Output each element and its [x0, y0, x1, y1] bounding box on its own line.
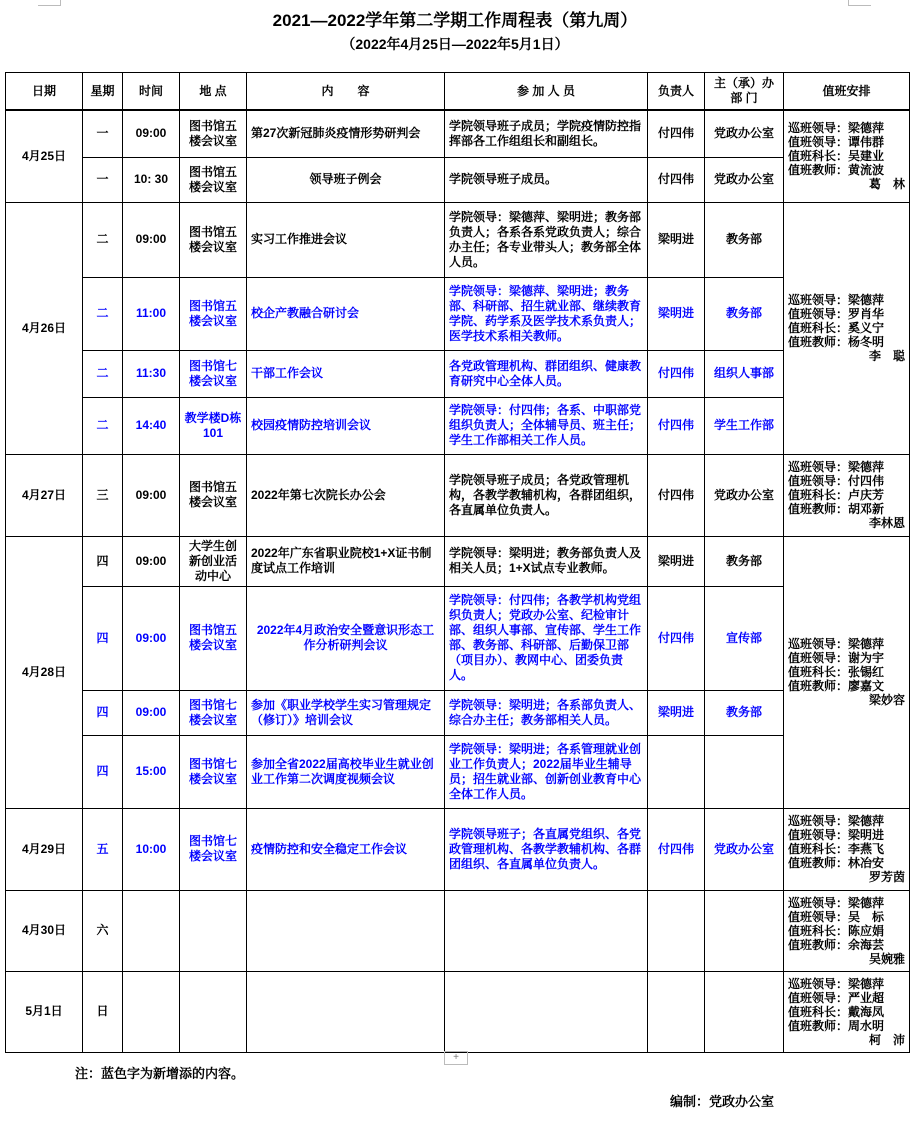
duty-extra-teacher: 梁妙容 — [868, 693, 905, 707]
attendees-cell: 学院领导：梁明进；各系管理就业创业工作负责人；2022届毕业生辅导员；招生就业部、创新创业教育中心全体工作人员。 — [445, 735, 648, 808]
weekday-cell: 四 — [83, 536, 123, 586]
time-cell: 15:00 — [123, 735, 180, 808]
content-cell: 第27次新冠肺炎疫情形势研判会 — [247, 110, 445, 157]
duty-line: 值班教师：黄流波 — [788, 163, 885, 178]
owner-cell — [648, 971, 705, 1052]
add-row-button[interactable]: + — [444, 1051, 468, 1065]
place-cell: 教学楼D栋101 — [180, 397, 247, 454]
date-cell: 4月29日 — [6, 808, 83, 890]
table-row — [6, 586, 910, 690]
time-cell: 09:00 — [123, 536, 180, 586]
table-row — [6, 397, 910, 454]
date-cell: 4月30日 — [6, 890, 83, 971]
attendees-cell: 学院领导：梁明进；各系部负责人、综合办主任；教务部相关人员。 — [445, 690, 648, 735]
time-cell: 09:00 — [123, 110, 180, 157]
duty-line: 巡班领导：梁德萍 — [788, 637, 885, 651]
weekday-cell: 六 — [83, 890, 123, 971]
weekday-cell: 日 — [83, 971, 123, 1052]
schedule-table — [5, 72, 910, 1053]
duty-line: 值班科长：吴建业 — [788, 149, 885, 164]
content-cell: 干部工作会议 — [247, 350, 445, 397]
weekday-cell: 二 — [83, 350, 123, 397]
duty-line: 值班科长：卢庆芳 — [788, 488, 885, 502]
place-cell: 图书馆五楼会议室 — [180, 202, 247, 277]
date-cell: 4月25日 — [6, 110, 83, 202]
owner-cell: 梁明进 — [648, 202, 705, 277]
duty-line: 值班教师：杨冬明 — [788, 335, 885, 349]
weekday-cell: 二 — [83, 277, 123, 350]
content-cell: 校园疫情防控培训会议 — [247, 397, 445, 454]
duty-line: 值班科长：奚义宁 — [788, 321, 885, 335]
header-time: 时间 — [123, 73, 180, 111]
dept-cell: 党政办公室 — [705, 157, 784, 202]
dept-cell: 教务部 — [705, 690, 784, 735]
table-row — [6, 690, 910, 735]
place-cell: 图书馆五楼会议室 — [180, 277, 247, 350]
attendees-cell: 学院领导：付四伟；各教学机构党组织负责人；党政办公室、纪检审计部、组织人事部、宣传部、学生工作部、教务部、科研部、后勤保卫部（项目办）、教网中心、团委负责人。 — [445, 586, 648, 690]
place-cell: 图书馆五楼会议室 — [180, 157, 247, 202]
owner-cell: 梁明进 — [648, 690, 705, 735]
content-cell: 实习工作推进会议 — [247, 202, 445, 277]
owner-cell: 梁明进 — [648, 277, 705, 350]
owner-cell: 付四伟 — [648, 110, 705, 157]
place-cell — [180, 890, 247, 971]
header-content: 内 容 — [247, 73, 445, 111]
duty-line: 值班领导：谭伟群 — [788, 135, 885, 150]
attendees-cell: 学院领导班子；各直属党组织、各党政管理机构、各教学教辅机构、各群团组织、各直属单位负责人。 — [445, 808, 648, 890]
duty-line: 巡班领导：梁德萍 — [788, 121, 885, 136]
weekday-cell: 三 — [83, 454, 123, 536]
date-cell: 5月1日 — [6, 971, 83, 1052]
header-date: 日期 — [6, 73, 83, 111]
duty-extra-teacher: 吴婉雅 — [868, 951, 905, 966]
owner-cell: 付四伟 — [648, 586, 705, 690]
page-subtitle: （2022年4月25日—2022年5月1日） — [341, 36, 569, 52]
time-cell: 10: 30 — [123, 157, 180, 202]
weekday-cell: 二 — [83, 397, 123, 454]
time-cell: 11:00 — [123, 277, 180, 350]
dept-cell — [705, 890, 784, 971]
header-dept: 主（承）办部 门 — [705, 73, 784, 111]
content-cell: 参加全省2022届高校毕业生就业创业工作第二次调度视频会议 — [247, 735, 445, 808]
content-cell — [247, 890, 445, 971]
weekday-cell: 四 — [83, 735, 123, 808]
duty-line: 巡班领导：梁德萍 — [788, 814, 885, 828]
header-attendees: 参 加 人 员 — [445, 73, 648, 111]
attendees-cell — [445, 890, 648, 971]
duty-cell — [784, 110, 910, 202]
date-cell: 4月26日 — [6, 202, 83, 454]
time-cell: 09:00 — [123, 202, 180, 277]
duty-extra-teacher: 葛 林 — [868, 177, 905, 192]
dept-cell: 党政办公室 — [705, 454, 784, 536]
duty-line: 值班科长：张锡红 — [788, 665, 885, 679]
table-row — [6, 454, 910, 536]
time-cell: 14:40 — [123, 397, 180, 454]
weekday-cell: 五 — [83, 808, 123, 890]
time-cell: 09:00 — [123, 586, 180, 690]
header-owner: 负责人 — [648, 73, 705, 111]
table-row — [6, 735, 910, 808]
duty-line: 值班科长：戴海凤 — [788, 1004, 885, 1019]
schedule-body — [6, 110, 910, 1052]
table-row — [6, 971, 910, 1052]
duty-line: 巡班领导：梁德萍 — [788, 293, 885, 307]
duty-extra-teacher: 罗芳茵 — [868, 870, 905, 884]
attendees-cell: 学院领导：梁明进；教务部负责人及相关人员；1+X试点专业教师。 — [445, 536, 648, 586]
attendees-cell: 学院领导班子成员；学院疫情防控指挥部各工作组组长和副组长。 — [445, 110, 648, 157]
duty-line: 值班教师：廖嘉文 — [788, 679, 885, 693]
header-weekday: 星期 — [83, 73, 123, 111]
time-cell — [123, 890, 180, 971]
content-cell: 2022年第七次院长办公会 — [247, 454, 445, 536]
duty-cell — [784, 454, 910, 536]
dept-cell: 党政办公室 — [705, 110, 784, 157]
content-cell — [247, 971, 445, 1052]
dept-cell: 党政办公室 — [705, 808, 784, 890]
time-cell: 09:00 — [123, 690, 180, 735]
duty-extra-teacher: 柯 沛 — [868, 1032, 905, 1047]
table-row — [6, 536, 910, 586]
duty-line: 巡班领导：梁德萍 — [788, 895, 885, 910]
time-cell: 09:00 — [123, 454, 180, 536]
duty-cell — [784, 202, 910, 454]
attendees-cell: 各党政管理机构、群团组织、健康教育研究中心全体人员。 — [445, 350, 648, 397]
place-cell: 图书馆七楼会议室 — [180, 350, 247, 397]
weekday-cell: 一 — [83, 157, 123, 202]
attendees-cell: 学院领导班子成员。 — [445, 157, 648, 202]
table-row — [6, 110, 910, 157]
attendees-cell: 学院领导班子成员；各党政管理机构，各教学教辅机构，各群团组织，各直属单位负责人。 — [445, 454, 648, 536]
weekday-cell: 一 — [83, 110, 123, 157]
owner-cell — [648, 735, 705, 808]
dept-cell: 组织人事部 — [705, 350, 784, 397]
dept-cell: 教务部 — [705, 536, 784, 586]
duty-line: 值班领导：谢为宇 — [788, 651, 885, 665]
content-cell: 校企产教融合研讨会 — [247, 277, 445, 350]
content-cell: 2022年广东省职业院校1+X证书制度试点工作培训 — [247, 536, 445, 586]
header-duty: 值班安排 — [784, 73, 910, 111]
weekday-cell: 四 — [83, 586, 123, 690]
duty-cell — [784, 808, 910, 890]
content-cell: 领导班子例会 — [247, 157, 445, 202]
duty-line: 巡班领导：梁德萍 — [788, 976, 885, 991]
time-cell: 11:30 — [123, 350, 180, 397]
duty-extra-teacher: 李林恩 — [868, 516, 905, 530]
place-cell: 图书馆七楼会议室 — [180, 690, 247, 735]
footnote: 注：蓝色字为新增添的内容。 — [75, 1066, 245, 1081]
dept-cell: 宣传部 — [705, 586, 784, 690]
table-row — [6, 890, 910, 971]
attendees-cell: 学院领导：付四伟；各系、中职部党组织负责人；全体辅导员、班主任；学生工作部相关工作人员。 — [445, 397, 648, 454]
duty-line: 值班教师：林冶安 — [788, 856, 885, 870]
place-cell: 图书馆五楼会议室 — [180, 454, 247, 536]
place-cell: 图书馆五楼会议室 — [180, 110, 247, 157]
owner-cell: 付四伟 — [648, 808, 705, 890]
table-row — [6, 277, 910, 350]
place-cell: 图书馆七楼会议室 — [180, 808, 247, 890]
owner-cell: 付四伟 — [648, 350, 705, 397]
duty-line: 值班领导：罗肖华 — [788, 307, 885, 321]
duty-line: 值班科长：李燕飞 — [788, 842, 885, 856]
date-cell: 4月28日 — [6, 536, 83, 808]
owner-cell: 付四伟 — [648, 157, 705, 202]
duty-line: 巡班领导：梁德萍 — [788, 460, 885, 474]
dept-cell: 教务部 — [705, 277, 784, 350]
dept-cell: 教务部 — [705, 202, 784, 277]
dept-cell: 学生工作部 — [705, 397, 784, 454]
duty-line: 值班科长：陈应娟 — [788, 923, 885, 938]
weekday-cell: 二 — [83, 202, 123, 277]
content-cell: 疫情防控和安全稳定工作会议 — [247, 808, 445, 890]
duty-line: 值班领导：梁明进 — [788, 828, 885, 842]
owner-cell — [648, 890, 705, 971]
owner-cell: 付四伟 — [648, 454, 705, 536]
duty-line: 值班领导：严业超 — [788, 990, 885, 1005]
header-place: 地 点 — [180, 73, 247, 111]
duty-line: 值班领导：吴 标 — [788, 909, 885, 924]
dept-cell — [705, 971, 784, 1052]
editor-credit: 编制：党政办公室 — [670, 1094, 775, 1109]
table-row — [6, 808, 910, 890]
date-cell: 4月27日 — [6, 454, 83, 536]
place-cell: 图书馆七楼会议室 — [180, 735, 247, 808]
attendees-cell: 学院领导：梁德萍、梁明进；教务部、科研部、招生就业部、继续教育学院、药学系及医学技术系负责人；医学技术系相关教师。 — [445, 277, 648, 350]
weekday-cell: 四 — [83, 690, 123, 735]
page-title: 2021—2022学年第二学期工作周程表（第九周） — [272, 11, 638, 30]
duty-line: 值班教师：胡邓新 — [788, 502, 885, 516]
duty-line: 值班教师：余海芸 — [788, 937, 885, 952]
duty-line: 值班教师：周水明 — [788, 1018, 885, 1033]
attendees-cell — [445, 971, 648, 1052]
duty-cell — [784, 971, 910, 1052]
content-cell: 参加《职业学校学生实习管理规定（修订）》培训会议 — [247, 690, 445, 735]
attendees-cell: 学院领导：梁德萍、梁明进；教务部负责人；各系各系党政负责人；综合办主任；各专业带头人；教务部全体人员。 — [445, 202, 648, 277]
place-cell: 大学生创新创业活动中心 — [180, 536, 247, 586]
time-cell — [123, 971, 180, 1052]
place-cell: 图书馆五楼会议室 — [180, 586, 247, 690]
content-cell: 2022年4月政治安全暨意识形态工作分析研判会议 — [247, 586, 445, 690]
table-row — [6, 350, 910, 397]
duty-cell — [784, 536, 910, 808]
duty-extra-teacher: 李 聪 — [868, 349, 905, 363]
table-row — [6, 157, 910, 202]
duty-line: 值班领导：付四伟 — [788, 474, 885, 488]
table-row — [6, 202, 910, 277]
time-cell: 10:00 — [123, 808, 180, 890]
duty-cell — [784, 890, 910, 971]
owner-cell: 梁明进 — [648, 536, 705, 586]
dept-cell — [705, 735, 784, 808]
place-cell — [180, 971, 247, 1052]
owner-cell: 付四伟 — [648, 397, 705, 454]
table-header-row — [6, 73, 910, 111]
